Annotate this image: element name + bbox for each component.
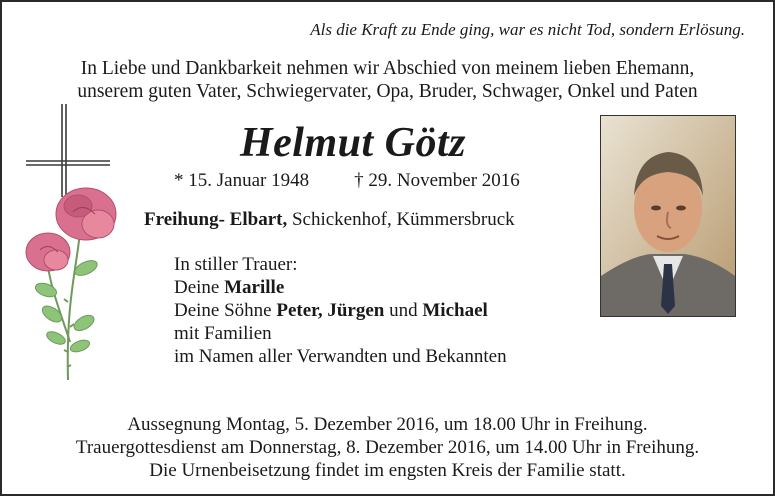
- service-line-1: Aussegnung Montag, 5. Dezember 2016, um 18.00 Uhr in Freihung.: [127, 414, 648, 435]
- cross-icon: [26, 104, 110, 197]
- life-dates: [174, 170, 520, 192]
- intro-line-1: In Liebe und Dankbarkeit nehmen wir Abschied von meinem lieben Ehemann,: [80, 58, 695, 79]
- sons-prefix: Deine Söhne: [174, 300, 277, 321]
- service-line-3: Die Urnenbeisetzung findet im engsten Kreis der Familie statt.: [149, 460, 626, 481]
- motto: Als die Kraft zu Ende ging, war es nicht Tod, sondern Erlösung.: [310, 20, 745, 39]
- death-date: † 29. November 2016: [354, 170, 520, 191]
- mourner-relatives: im Namen aller Verwandten und Bekannten: [174, 346, 507, 367]
- hometown-rest: Schickenhof, Kümmersbruck: [287, 209, 515, 230]
- wife-prefix: Deine: [174, 277, 225, 298]
- portrait-photo: [600, 115, 736, 317]
- intro-line-2: unserem guten Vater, Schwiegervater, Opa, Bruder, Schwager, Onkel und Paten: [77, 81, 698, 102]
- mourner-wife: [174, 276, 594, 299]
- sons-names-a: Peter, Jürgen: [276, 300, 385, 321]
- deceased-name: Helmut Götz: [240, 120, 467, 166]
- service-info: [2, 413, 773, 482]
- mourner-sons: [174, 299, 594, 322]
- sons-and: und: [384, 300, 423, 321]
- hometown: [144, 209, 515, 231]
- wife-name: Marille: [224, 277, 285, 298]
- mourners-heading: In stiller Trauer:: [174, 254, 298, 275]
- intro-text: [2, 57, 773, 103]
- service-line-2: Trauergottesdienst am Donnerstag, 8. Dezember 2016, um 14.00 Uhr in Freihung.: [75, 437, 700, 458]
- sons-names-b: Michael: [422, 300, 488, 321]
- roses-icon: [18, 102, 128, 392]
- mourner-families: mit Familien: [174, 323, 272, 344]
- birth-date: * 15. Januar 1948: [174, 170, 310, 191]
- mourners-block: [174, 253, 594, 368]
- hometown-bold: Freihung- Elbart,: [144, 209, 288, 230]
